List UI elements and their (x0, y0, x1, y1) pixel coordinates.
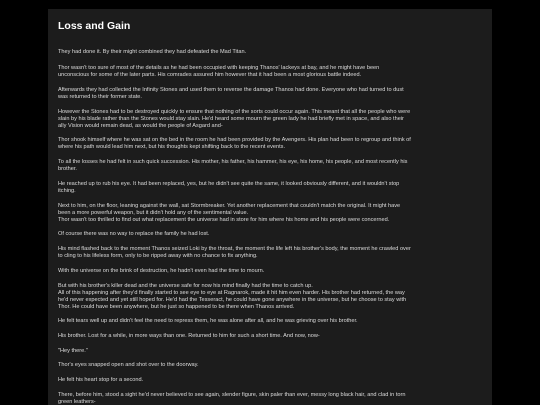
text-line: There, before him, stood a sight he'd never believed to see again, slender figure, skin paler than ever, messy long black hair, and clad in torn (58, 392, 406, 398)
text-line: unconscious for some of the later parts. His comrades assured him however that it had been a most glorious battle indeed. (58, 72, 362, 78)
paragraph-8 (58, 203, 484, 224)
paragraph-1 (58, 49, 484, 56)
paragraph-7 (58, 181, 484, 195)
text-line: Afterwards they had collected the Infinity Stones and used them to reverse the damage Thanos had done. Everyone who had turned to dust (58, 87, 404, 93)
paragraph-11 (58, 268, 484, 275)
paragraph-14 (58, 333, 484, 340)
text-line: Thor. He could have been anywhere, but he just so happened to be there when Thanos arrived. (58, 304, 295, 310)
text-line: All of this happening after they'd finally started to see eye to eye at Ragnarok, made it hit him even harder. His brother had returned, the way (58, 290, 405, 296)
text-line: Thor shook himself where he was sat on the bed in the room he had been provided by the Avengers. His plan had been to regroup and think of (58, 137, 411, 143)
text-line: Thor wasn't too thrilled to find out what replacement the universe had in store for him where his home and his people were concerned. (58, 217, 390, 223)
text-line: "Hey there." (58, 348, 88, 354)
text-line: They had done it. By their might combined they had defeated the Mad Titan. (58, 49, 247, 55)
text-line: was returned to their former state. (58, 94, 142, 100)
text-line: He felt his heart stop for a second. (58, 377, 144, 383)
paragraph-18 (58, 392, 484, 405)
text-line: His mind flashed back to the moment Thanos seized Loki by the throat, the moment the life left his brother's body, the moment he crawled over (58, 246, 411, 252)
text-line: To all the losses he had felt in such quick succession. His mother, his father, his hammer, his eye, his home, his people, and most recently his (58, 159, 408, 165)
paragraph-17 (58, 377, 484, 384)
text-line: Of course there was no way to replace the family he had lost. (58, 231, 210, 237)
text-line: he'd never expected and yet still hoped for. He'd had the Tesseract, he could have gone anywhere in the universe, but he choose to stay with (58, 297, 407, 303)
text-line: brother. (58, 166, 77, 172)
text-line: itching. (58, 188, 76, 194)
story-title: Loss and Gain (58, 20, 131, 32)
text-line: His brother. Lost for a while, in more ways than one. Returned to him for such a short time. And now, now- (58, 333, 320, 339)
paragraph-6 (58, 159, 484, 173)
text-line: ally Vision would remain dead, as would the people of Asgard and- (58, 123, 223, 129)
paragraph-12 (58, 283, 484, 311)
text-line: However the Stones had to be destroyed quickly to ensure that nothing of the sorts could occur again. This meant that all the people who were (58, 109, 411, 115)
text-line: where his path would lead him next, but his thoughts kept shifting back to the recent events. (58, 144, 285, 150)
paragraph-3 (58, 87, 484, 101)
story-page (48, 9, 492, 405)
text-line: Thor's eyes snapped open and shot over to the doorway. (58, 362, 199, 368)
text-line: green leathers- (58, 399, 96, 405)
paragraph-5 (58, 137, 484, 151)
paragraph-2 (58, 65, 484, 79)
text-line: slain by his blade rather than the Stones would stay slain. He'd heard some mourn the green lady he had briefly met in space, and also their (58, 116, 404, 122)
paragraph-4 (58, 109, 484, 130)
text-line: He reached up to rub his eye. It had been replaced, yes, but he didn't see quite the same, it looked obviously different, and it wouldn't stop (58, 181, 400, 187)
text-line: Next to him, on the floor, leaning against the wall, sat Stormbreaker. Yet another replacement that couldn't match the original. It might have (58, 203, 401, 209)
paragraph-10 (58, 246, 484, 260)
paragraph-13 (58, 318, 484, 325)
text-line: Thor wasn't too sure of most of the details as he had been occupied with keeping Thanos' lackeys at bay, and he might have been (58, 65, 380, 71)
text-line: to cling to his lifeless form, only to be ripped away with no chance to fix anything. (58, 253, 258, 259)
text-line: With the universe on the brink of destruction, he hadn't even had the time to mourn. (58, 268, 265, 274)
text-line: But with his brother's killer dead and the universe safe for now his mind finally had the time to catch up. (58, 283, 313, 289)
text-line: been a more powerful weapon, but it didn't hold any of the sentimental value. (58, 210, 249, 216)
text-line: He felt tears well up and didn't feel the need to repress them, he was alone after all, and he was grieving over his brother. (58, 318, 358, 324)
paragraph-15 (58, 348, 484, 355)
paragraph-16 (58, 362, 484, 369)
paragraph-9 (58, 231, 484, 238)
